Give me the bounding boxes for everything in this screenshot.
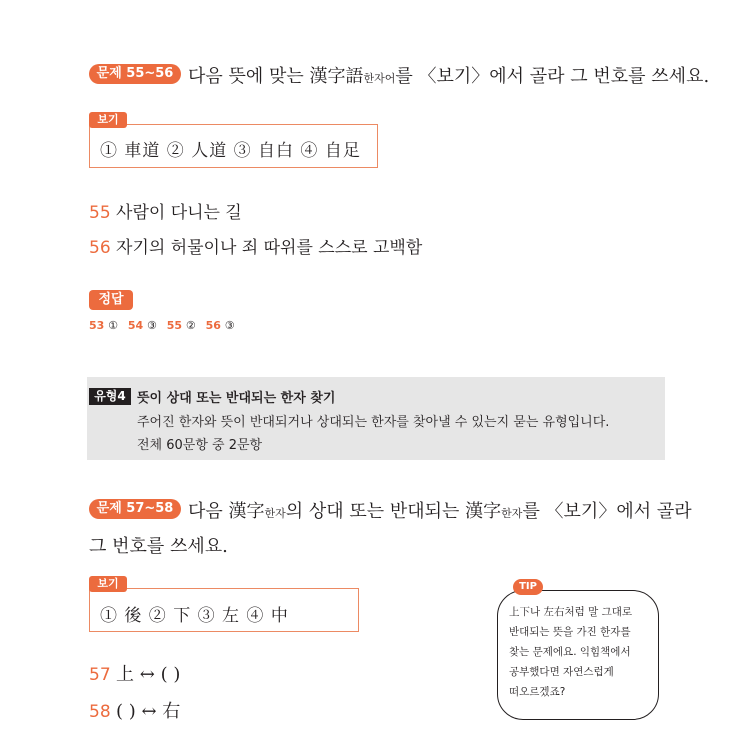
item-number: 57 [89,665,111,685]
tip-line: 찾는 문제에요. 익힘책에서 [509,646,631,658]
question-item-58 [89,697,180,723]
question-text-part: 의 상대 또는 반대되는 [285,501,460,522]
tip-line: 공부했다면 자연스럽게 [509,666,614,678]
answer-choice: ① [108,319,119,332]
item-text: 上 ↔ ( ) [116,664,181,685]
item-number: 58 [89,702,111,722]
answer-choice: ② [185,319,196,332]
tip-line: 上下나 左右처럼 말 그대로 [509,606,633,618]
question-type-count: 전체 60문항 중 2문항 [137,438,263,453]
answer-badge: 정답 [89,290,133,310]
question-text-55-56 [188,62,709,88]
question-item-57 [89,660,180,686]
example-options-2: ① 後 ② 下 ③ 左 ④ 中 [100,606,289,626]
hanja-word: 漢字 [228,501,265,522]
item-text: ( ) ↔ 右 [116,701,181,722]
item-number: 56 [89,238,111,258]
question-text-57-58 [188,497,692,523]
question-text-part: 다음 [188,501,223,522]
hanja-word: 漢字語 [309,66,364,87]
item-number: 55 [89,203,111,223]
question-item-56 [89,233,422,258]
example-box-tag: 보기 [89,576,127,592]
hanja-word: 漢字 [465,501,502,522]
question-text-part: 다음 뜻에 맞는 [188,66,304,87]
question-badge-57-58: 문제 57~58 [89,499,181,519]
question-badge-55-56: 문제 55~56 [89,64,181,84]
hanja-reading: 한자 [501,507,523,520]
tip-line: 반대되는 뜻을 가진 한자를 [509,626,631,638]
tip-line: 떠오르겠죠? [509,686,566,698]
hanja-reading: 한자 [264,507,286,520]
question-text-57-58-line2: 그 번호를 쓰세요. [89,536,228,557]
example-options-1: ① 車道 ② 人道 ③ 自白 ④ 自足 [100,141,361,161]
question-text-part: 를 〈보기〉에서 골라 그 번호를 쓰세요. [395,66,710,87]
question-item-55 [89,198,242,223]
question-type-tag: 유형4 [89,388,131,405]
question-type-description: 주어진 한자와 뜻이 반대되거나 상대되는 한자를 찾아낼 수 있는지 묻는 유형입니다. [137,415,610,430]
answer-number: 54 [127,319,144,332]
answer-choice: ③ [147,319,157,332]
answer-number: 53 [89,319,105,332]
tip-text [509,602,632,702]
answer-list [89,319,241,332]
question-text-part: 를 〈보기〉에서 골라 [522,501,692,522]
question-type-title: 뜻이 상대 또는 반대되는 한자 찾기 [137,391,336,406]
answer-choice: ③ [224,319,235,332]
item-text: 사람이 다니는 길 [116,203,242,223]
answer-number: 56 [205,319,221,332]
answer-number: 55 [166,319,183,332]
example-box-tag: 보기 [89,112,127,128]
tip-badge: TIP [513,579,543,595]
hanja-reading: 한자어 [363,72,396,85]
item-text: 자기의 허물이나 죄 따위를 스스로 고백함 [116,238,423,258]
